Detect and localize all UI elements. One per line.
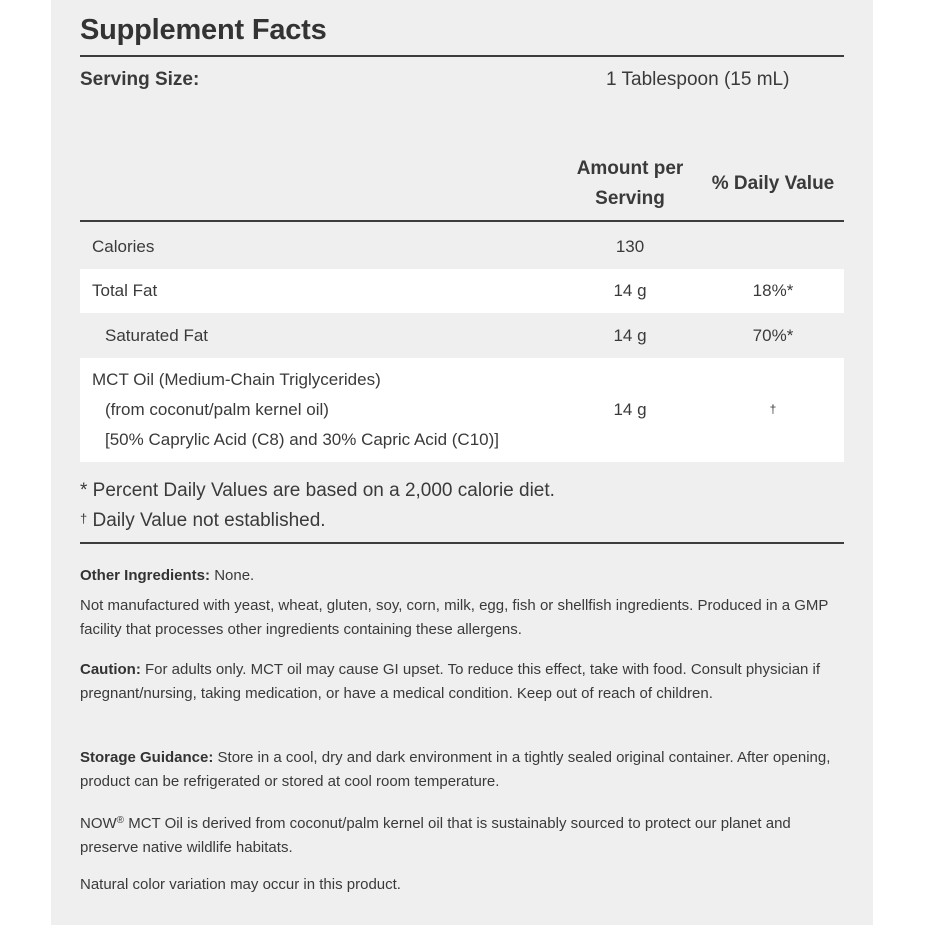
nutrient-amount: 130 <box>615 237 645 256</box>
other-ingredients <box>80 564 844 588</box>
nutrient-amount: 14 g <box>613 281 647 300</box>
storage-guidance <box>80 746 844 794</box>
other-ingredients-label: Other Ingredients: <box>80 567 211 584</box>
nutrient-daily-value: 70%* <box>752 326 794 345</box>
storage-text: Store in a cool, dry and dark environment in a tightly sealed original container. After opening, product can be refrigerated or stored at cool room temperature. <box>80 749 831 790</box>
color-variation-note: Natural color variation may occur in this product. <box>80 876 401 893</box>
footnote-dagger <box>80 510 326 532</box>
sourcing-text: MCT Oil is derived from coconut/palm kernel oil that is sustainably sourced to protect our planet and preserve native wildlife habitats. <box>80 815 791 856</box>
footnote-divider <box>80 542 844 544</box>
nutrient-daily-value: 18%* <box>752 281 794 300</box>
dagger-text: Daily Value not established. <box>92 510 326 531</box>
column-header-amount <box>560 154 700 214</box>
registered-mark: ® <box>116 815 125 826</box>
column-header-daily-value: % Daily Value <box>711 173 835 194</box>
page-title: Supplement Facts <box>80 14 327 46</box>
sourcing-note <box>80 809 844 860</box>
brand-name: NOW <box>80 815 117 832</box>
nutrient-name: MCT Oil (Medium-Chain Triglycerides) <box>92 370 381 389</box>
storage-label: Storage Guidance: <box>80 749 214 766</box>
nutrient-daily-value: † <box>769 402 777 416</box>
nutrient-row-saturated-fat <box>80 313 844 358</box>
nutrient-name: Total Fat <box>92 281 158 300</box>
serving-size-value: 1 Tablespoon (15 mL) <box>606 69 790 90</box>
nutrient-amount: 14 g <box>613 400 647 419</box>
caution-text: For adults only. MCT oil may cause GI upset. To reduce this effect, take with food. Consult physician if pregnant/nursing, taking medication, or have a medical condition. Keep out of reach of children. <box>80 661 821 702</box>
nutrient-name-source: (from coconut/palm kernel oil) <box>105 400 329 419</box>
nutrient-name: Calories <box>92 237 155 256</box>
title-divider <box>80 55 844 57</box>
nutrient-row-calories <box>80 224 844 269</box>
allergen-note: Not manufactured with yeast, wheat, gluten, soy, corn, milk, egg, fish or shellfish ingredients. Produced in a GMP facility that processes other ingredients containing these allergens. <box>80 597 829 638</box>
caution-note <box>80 658 844 706</box>
amount-header-line2: Serving <box>595 188 665 209</box>
header-divider <box>80 220 844 222</box>
dagger-symbol: † <box>80 511 88 526</box>
amount-header-line1: Amount per <box>576 158 684 179</box>
serving-size-label: Serving Size: <box>80 69 200 90</box>
nutrient-amount: 14 g <box>613 326 647 345</box>
nutrient-row-mct-oil <box>80 358 844 462</box>
nutrient-name-composition: [50% Caprylic Acid (C8) and 30% Capric Acid (C10)] <box>105 430 499 449</box>
nutrient-row-total-fat <box>80 269 844 313</box>
other-ingredients-text: None. <box>214 567 255 584</box>
footnote-percent-daily: * Percent Daily Values are based on a 2,000 calorie diet. <box>80 480 555 501</box>
supplement-facts-panel <box>51 0 873 925</box>
nutrient-name: Saturated Fat <box>105 326 209 345</box>
caution-label: Caution: <box>80 661 141 678</box>
